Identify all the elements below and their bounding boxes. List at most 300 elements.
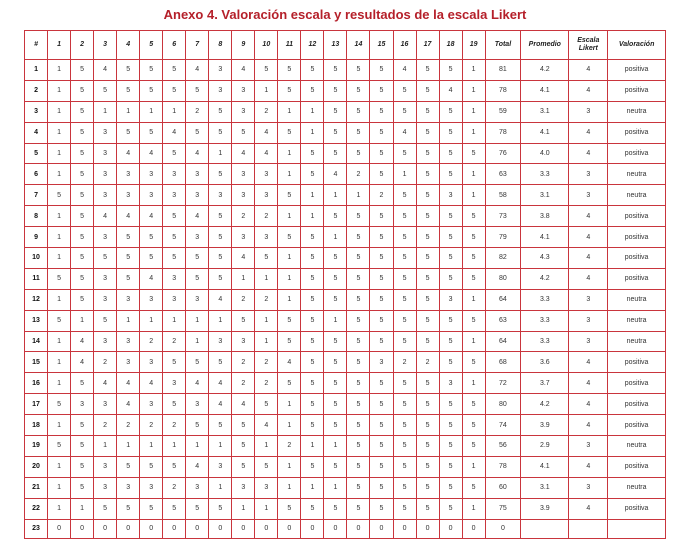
table-cell: 5	[255, 456, 278, 477]
table-cell: 5	[71, 60, 94, 81]
table-cell: 5	[324, 268, 347, 289]
table-cell: 1	[462, 80, 485, 101]
table-cell: 5	[324, 352, 347, 373]
table-cell: 5	[416, 164, 439, 185]
table-cell: 5	[117, 248, 140, 269]
table-cell: 5	[71, 164, 94, 185]
table-cell: 5	[324, 101, 347, 122]
table-cell: 3	[569, 164, 608, 185]
table-cell: 5	[347, 436, 370, 457]
table-cell: 0	[393, 519, 416, 538]
table-cell: 5	[347, 143, 370, 164]
table-cell: 4	[393, 60, 416, 81]
table-cell: 5	[370, 60, 393, 81]
table-cell: 5	[209, 227, 232, 248]
table-cell: 5	[439, 436, 462, 457]
table-cell: positiva	[608, 206, 666, 227]
table-row	[25, 394, 666, 415]
table-cell: 5	[416, 498, 439, 519]
table-cell: 1	[462, 456, 485, 477]
table-cell: 5	[324, 122, 347, 143]
table-cell: 5	[324, 394, 347, 415]
table-cell: 59	[485, 101, 521, 122]
table-cell: 5	[416, 436, 439, 457]
table-row	[25, 80, 666, 101]
table-cell: 3	[569, 185, 608, 206]
table-cell: 5	[232, 122, 255, 143]
table-cell: 0	[416, 519, 439, 538]
table-cell: 2	[255, 352, 278, 373]
table-cell: 5	[71, 206, 94, 227]
table-cell: 5	[439, 456, 462, 477]
table-cell: 1	[324, 310, 347, 331]
table-cell: 5	[71, 415, 94, 436]
table-cell: positiva	[608, 352, 666, 373]
table-cell: 4.1	[521, 456, 569, 477]
table-cell: 1	[301, 206, 324, 227]
table-cell: 5	[209, 206, 232, 227]
table-cell: 2	[232, 352, 255, 373]
column-header: 16	[393, 31, 416, 60]
table-cell: 4	[140, 206, 163, 227]
table-cell: 2	[393, 352, 416, 373]
table-cell: 1	[462, 60, 485, 81]
row-number-cell: 18	[25, 415, 48, 436]
table-cell: 5	[301, 394, 324, 415]
table-cell: 3	[186, 289, 209, 310]
table-cell: 5	[347, 227, 370, 248]
row-number-cell: 7	[25, 185, 48, 206]
table-cell: 64	[485, 289, 521, 310]
table-cell: 5	[347, 101, 370, 122]
table-cell: 0	[347, 519, 370, 538]
table-cell: 5	[347, 206, 370, 227]
table-cell: 5	[439, 248, 462, 269]
table-cell: 0	[462, 519, 485, 538]
column-header: Promedio	[521, 31, 569, 60]
table-cell: 63	[485, 164, 521, 185]
table-cell: 3	[117, 164, 140, 185]
table-cell: 73	[485, 206, 521, 227]
table-cell: 74	[485, 415, 521, 436]
table-cell: 5	[393, 373, 416, 394]
table-cell: 5	[462, 477, 485, 498]
table-cell: 1	[324, 436, 347, 457]
table-cell: 4	[569, 227, 608, 248]
table-cell: 2	[94, 352, 117, 373]
table-cell: 1	[163, 101, 186, 122]
table-row	[25, 456, 666, 477]
table-cell: 5	[278, 310, 301, 331]
table-cell: 5	[278, 80, 301, 101]
table-cell: 1	[117, 436, 140, 457]
table-cell: 5	[209, 352, 232, 373]
table-row	[25, 289, 666, 310]
table-cell: 5	[324, 206, 347, 227]
table-cell: 5	[71, 268, 94, 289]
table-cell: 5	[163, 227, 186, 248]
table-cell: 5	[439, 268, 462, 289]
table-cell: 4	[439, 80, 462, 101]
table-cell: 3	[209, 60, 232, 81]
table-cell: 5	[370, 310, 393, 331]
table-cell: 1	[278, 164, 301, 185]
table-row	[25, 352, 666, 373]
table-cell: 2	[140, 415, 163, 436]
table-cell: 2	[370, 185, 393, 206]
table-cell: 1	[393, 164, 416, 185]
table-cell: 3.3	[521, 331, 569, 352]
table-cell: 1	[94, 436, 117, 457]
table-cell: 3.3	[521, 310, 569, 331]
row-number-cell: 17	[25, 394, 48, 415]
table-cell: 5	[163, 80, 186, 101]
table-cell: 3	[117, 185, 140, 206]
column-header: 19	[462, 31, 485, 60]
table-cell: 1	[324, 185, 347, 206]
table-cell: 3	[370, 352, 393, 373]
table-cell: 5	[347, 415, 370, 436]
table-cell: 4	[569, 352, 608, 373]
table-cell: 5	[416, 268, 439, 289]
table-cell: 5	[301, 248, 324, 269]
table-cell: positiva	[608, 248, 666, 269]
table-cell: 1	[462, 164, 485, 185]
table-cell: 1	[462, 185, 485, 206]
table-cell: 5	[416, 373, 439, 394]
table-cell: 1	[232, 498, 255, 519]
table-cell: 3.1	[521, 101, 569, 122]
table-cell: 5	[324, 498, 347, 519]
column-header: 18	[439, 31, 462, 60]
table-cell: 5	[71, 248, 94, 269]
table-cell: 5	[347, 352, 370, 373]
table-cell: 5	[416, 394, 439, 415]
table-cell: 1	[209, 436, 232, 457]
column-header: 9	[232, 31, 255, 60]
table-cell: positiva	[608, 394, 666, 415]
table-cell: positiva	[608, 80, 666, 101]
table-cell: 3	[163, 373, 186, 394]
table-cell: 5	[117, 498, 140, 519]
table-cell: 0	[370, 519, 393, 538]
table-cell: 1	[186, 331, 209, 352]
table-cell: 1	[462, 122, 485, 143]
table-cell: neutra	[608, 164, 666, 185]
table-cell: 5	[117, 456, 140, 477]
table-cell: 5	[416, 289, 439, 310]
table-cell: 5	[416, 185, 439, 206]
table-cell: 5	[140, 248, 163, 269]
table-cell: 78	[485, 122, 521, 143]
row-number-cell: 9	[25, 227, 48, 248]
table-cell: 5	[462, 206, 485, 227]
table-cell: 4	[186, 456, 209, 477]
table-cell: 5	[393, 206, 416, 227]
table-cell: 5	[370, 436, 393, 457]
row-number-cell: 13	[25, 310, 48, 331]
table-cell: 1	[462, 331, 485, 352]
table-row	[25, 60, 666, 81]
table-cell: 5	[71, 477, 94, 498]
table-cell: 5	[393, 331, 416, 352]
table-cell: 5	[462, 143, 485, 164]
table-cell: 5	[324, 373, 347, 394]
table-cell: 3	[255, 185, 278, 206]
column-header: 8	[209, 31, 232, 60]
table-cell: 1	[186, 436, 209, 457]
table-cell: 1	[278, 394, 301, 415]
table-cell: 5	[117, 268, 140, 289]
table-row	[25, 248, 666, 269]
column-header: Total	[485, 31, 521, 60]
table-cell: 3	[117, 289, 140, 310]
table-cell: 5	[416, 143, 439, 164]
table-cell: 5	[439, 394, 462, 415]
table-cell: 3	[439, 289, 462, 310]
table-cell: 5	[140, 498, 163, 519]
table-cell: 3	[232, 164, 255, 185]
table-cell: 5	[140, 80, 163, 101]
table-cell: 5	[439, 60, 462, 81]
table-cell: 3	[140, 185, 163, 206]
table-cell: 4	[255, 415, 278, 436]
table-cell: 5	[462, 248, 485, 269]
table-row	[25, 185, 666, 206]
table-cell: 5	[71, 143, 94, 164]
table-cell: 5	[278, 331, 301, 352]
table-cell: 5	[347, 477, 370, 498]
table-row	[25, 415, 666, 436]
table-cell: 1	[48, 206, 71, 227]
table-cell: 5	[48, 394, 71, 415]
table-cell: 1	[186, 310, 209, 331]
table-cell: 5	[439, 206, 462, 227]
table-cell: 4.3	[521, 248, 569, 269]
table-cell: 72	[485, 373, 521, 394]
table-cell: 0	[232, 519, 255, 538]
table-row	[25, 310, 666, 331]
table-cell: neutra	[608, 185, 666, 206]
table-cell: 0	[301, 519, 324, 538]
table-cell: 2	[163, 415, 186, 436]
table-cell: 5	[140, 227, 163, 248]
table-cell: 3	[186, 164, 209, 185]
table-cell: 4	[324, 164, 347, 185]
table-cell: 5	[393, 289, 416, 310]
table-cell: 5	[186, 268, 209, 289]
table-cell: 4	[117, 143, 140, 164]
column-header: 3	[94, 31, 117, 60]
table-cell: 1	[255, 268, 278, 289]
table-cell: 5	[301, 498, 324, 519]
table-cell: 4.2	[521, 60, 569, 81]
table-cell: 5	[255, 248, 278, 269]
table-cell: 3	[569, 331, 608, 352]
table-cell: 5	[393, 185, 416, 206]
row-number-cell: 1	[25, 60, 48, 81]
table-cell: 1	[48, 164, 71, 185]
table-cell	[521, 519, 569, 538]
table-cell: 5	[370, 268, 393, 289]
table-cell: 5	[347, 394, 370, 415]
table-cell: 3	[209, 80, 232, 101]
table-cell: 5	[209, 122, 232, 143]
table-cell: 5	[117, 227, 140, 248]
table-cell: 5	[347, 456, 370, 477]
table-cell: 5	[324, 456, 347, 477]
table-cell: 4	[569, 394, 608, 415]
table-cell: 5	[186, 352, 209, 373]
table-cell: 5	[186, 415, 209, 436]
table-cell: 4	[117, 206, 140, 227]
table-cell: 1	[255, 310, 278, 331]
row-number-cell: 5	[25, 143, 48, 164]
table-cell: 4	[94, 206, 117, 227]
table-row	[25, 122, 666, 143]
table-cell: 2	[347, 164, 370, 185]
table-cell: 3	[94, 185, 117, 206]
table-cell: 5	[278, 185, 301, 206]
column-header: 14	[347, 31, 370, 60]
table-cell: 5	[163, 498, 186, 519]
column-header: 13	[324, 31, 347, 60]
table-cell: 1	[48, 122, 71, 143]
table-cell: 5	[370, 373, 393, 394]
table-cell: 2	[255, 289, 278, 310]
table-cell: positiva	[608, 60, 666, 81]
table-cell: 1	[347, 185, 370, 206]
table-cell: 1	[48, 415, 71, 436]
table-cell: 1	[232, 268, 255, 289]
table-cell: 3	[209, 185, 232, 206]
table-cell: 5	[301, 310, 324, 331]
table-cell: 5	[370, 143, 393, 164]
table-cell: 80	[485, 394, 521, 415]
table-cell: 5	[370, 227, 393, 248]
table-cell: 4	[569, 248, 608, 269]
table-row	[25, 143, 666, 164]
table-cell: 5	[71, 185, 94, 206]
table-cell: 2	[255, 373, 278, 394]
table-cell: 3	[140, 477, 163, 498]
table-cell: 5	[393, 477, 416, 498]
table-cell: 5	[255, 394, 278, 415]
table-cell: 5	[370, 477, 393, 498]
table-cell: 5	[301, 80, 324, 101]
table-cell: 5	[416, 227, 439, 248]
table-cell: 78	[485, 80, 521, 101]
table-cell: 5	[163, 206, 186, 227]
table-cell: 5	[393, 268, 416, 289]
table-cell: 5	[462, 415, 485, 436]
table-cell: 1	[140, 101, 163, 122]
table-cell: 1	[48, 80, 71, 101]
table-cell: neutra	[608, 331, 666, 352]
table-cell: 3	[255, 227, 278, 248]
table-cell: 5	[393, 498, 416, 519]
row-number-cell: 10	[25, 248, 48, 269]
table-cell: 4	[140, 143, 163, 164]
table-cell: 1	[255, 331, 278, 352]
table-cell: neutra	[608, 477, 666, 498]
table-cell: 5	[439, 143, 462, 164]
table-cell: 1	[462, 101, 485, 122]
table-cell: 3	[94, 477, 117, 498]
table-cell: 3	[163, 268, 186, 289]
table-cell: 4	[94, 373, 117, 394]
table-cell: 5	[439, 101, 462, 122]
table-cell: 5	[301, 456, 324, 477]
table-cell: 1	[48, 477, 71, 498]
table-cell: 5	[416, 101, 439, 122]
table-cell: 5	[347, 80, 370, 101]
table-cell: 5	[278, 373, 301, 394]
table-cell: 5	[347, 498, 370, 519]
row-number-cell: 6	[25, 164, 48, 185]
table-cell: 1	[209, 310, 232, 331]
table-cell: 4	[569, 143, 608, 164]
table-cell: 3	[186, 185, 209, 206]
table-cell: 3	[94, 331, 117, 352]
table-cell: 4	[163, 122, 186, 143]
table-cell: 4	[569, 498, 608, 519]
table-cell: 5	[117, 122, 140, 143]
table-cell: 1	[278, 456, 301, 477]
table-cell: 5	[301, 373, 324, 394]
table-cell: 63	[485, 310, 521, 331]
table-cell: 4	[232, 394, 255, 415]
table-cell: 3	[186, 227, 209, 248]
table-cell: 5	[347, 373, 370, 394]
table-cell: 1	[278, 206, 301, 227]
table-cell: 5	[71, 373, 94, 394]
table-cell: 1	[48, 331, 71, 352]
table-cell: 5	[301, 227, 324, 248]
table-cell: 5	[439, 498, 462, 519]
column-header: 4	[117, 31, 140, 60]
table-cell: 4	[117, 373, 140, 394]
row-number-cell: 19	[25, 436, 48, 457]
table-cell: 3.3	[521, 289, 569, 310]
page-title: Anexo 4. Valoración escala y resultados de la escala Likert	[163, 7, 527, 22]
table-cell: 3	[163, 289, 186, 310]
table-cell: 5	[278, 60, 301, 81]
table-cell: 3	[569, 101, 608, 122]
table-cell: 5	[324, 331, 347, 352]
table-cell: 5	[370, 289, 393, 310]
column-header: 2	[71, 31, 94, 60]
table-cell: 5	[393, 436, 416, 457]
table-cell: 1	[278, 143, 301, 164]
table-cell: 5	[209, 248, 232, 269]
table-cell: 5	[370, 122, 393, 143]
table-cell: 4	[255, 122, 278, 143]
table-cell: 64	[485, 331, 521, 352]
table-cell: neutra	[608, 289, 666, 310]
table-cell: 5	[439, 310, 462, 331]
table-cell: 0	[71, 519, 94, 538]
table-cell: 3	[117, 331, 140, 352]
table-cell: 5	[416, 122, 439, 143]
table-cell: 3	[569, 310, 608, 331]
row-number-cell: 11	[25, 268, 48, 289]
table-cell: 5	[94, 80, 117, 101]
table-cell: 5	[370, 101, 393, 122]
table-cell: 1	[48, 248, 71, 269]
table-cell: 1	[301, 122, 324, 143]
table-cell: 0	[255, 519, 278, 538]
